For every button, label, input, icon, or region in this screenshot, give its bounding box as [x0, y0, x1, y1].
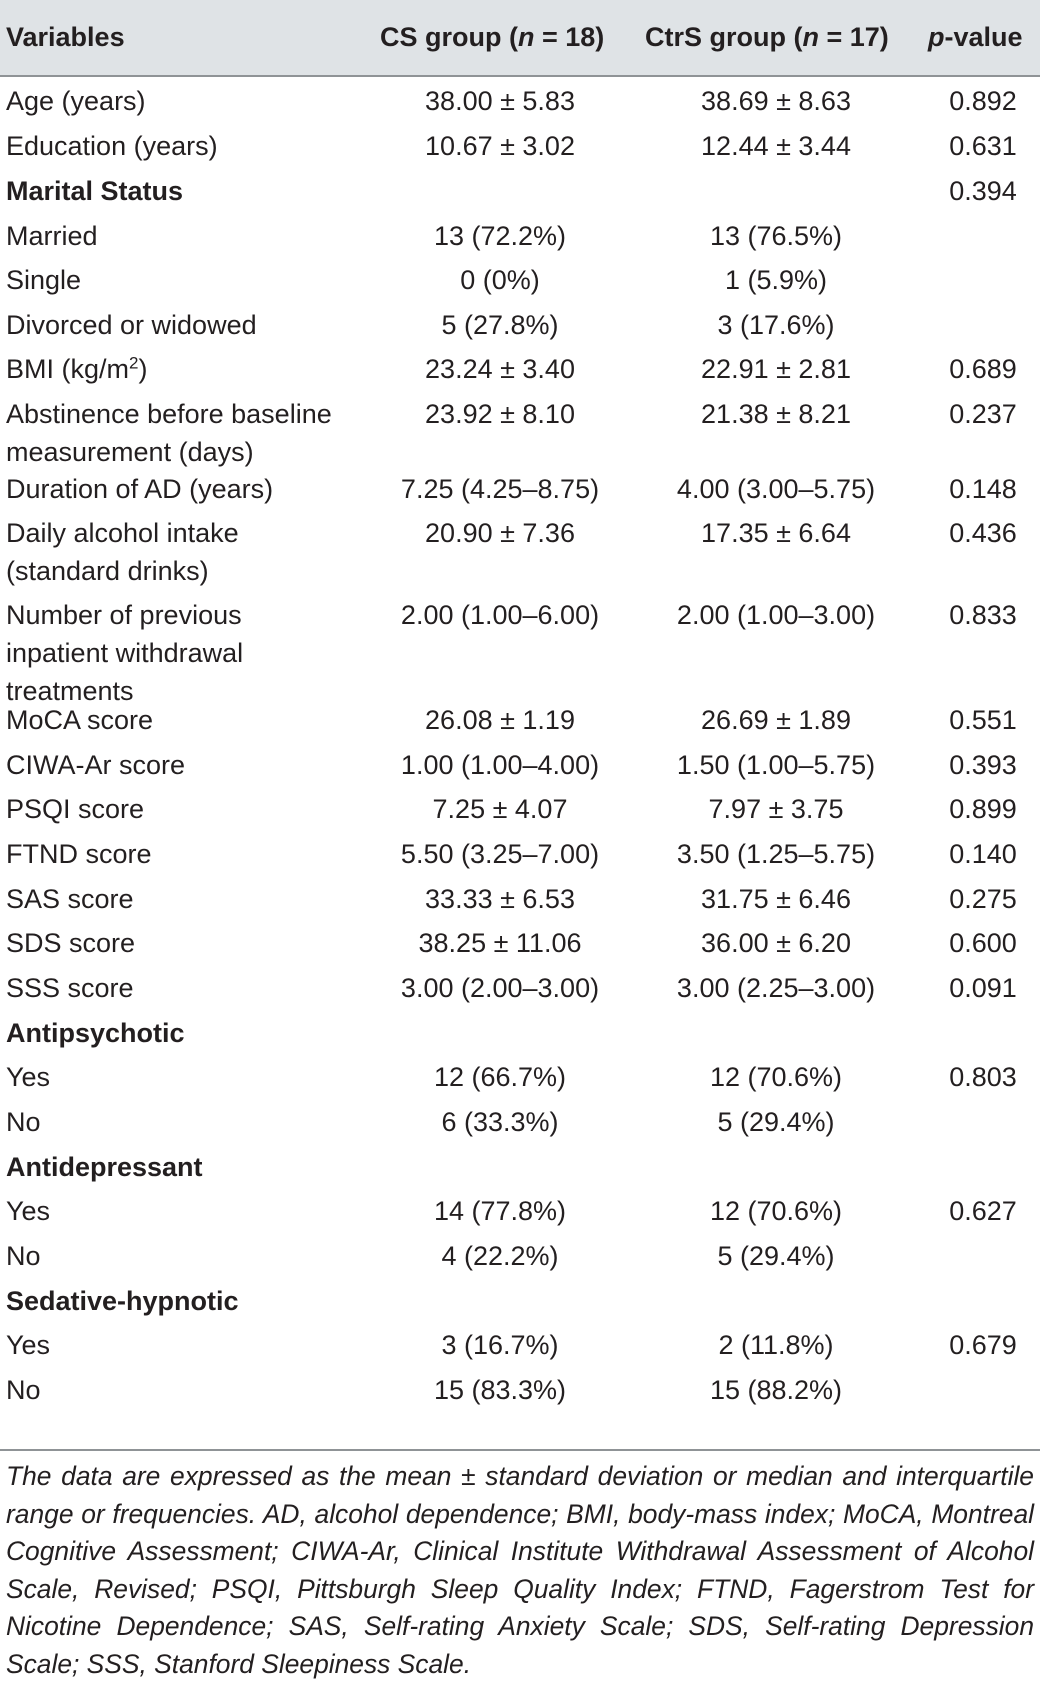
ctrs-value: 7.97 ± 3.75	[708, 794, 844, 824]
cs-value: 7.25 (4.25–8.75)	[400, 474, 600, 504]
row-label	[6, 261, 81, 299]
ctrs-value: 12 (70.6%)	[709, 1196, 843, 1226]
row-label	[6, 1371, 41, 1409]
row-label-line: Daily alcohol intake	[6, 518, 239, 548]
ctrs-value: 2 (11.8%)	[718, 1330, 834, 1360]
cs-value: 7.25 ± 4.07	[432, 794, 568, 824]
ctrs-value: 38.69 ± 8.63	[701, 86, 851, 116]
header-ctr-prefix: CtrS group (	[645, 22, 803, 52]
ctrs-value: 17.35 ± 6.64	[701, 518, 851, 548]
row-label	[6, 82, 146, 120]
ctrs-value: 5 (29.4%)	[717, 1241, 835, 1271]
row-label	[6, 596, 243, 710]
row-label-line: Yes	[6, 1062, 51, 1092]
cs-value: 4 (22.2%)	[441, 1241, 559, 1271]
row-label-line: Education (years)	[6, 131, 218, 161]
table-footnote: The data are expressed as the mean ± standard deviation or median and interquartile range or frequencies. AD, alcohol dependence; BMI, body-mass index; MoCA, Montreal Cognitive Assessment; CIWA-Ar, Clinical Institute Withdrawal Assessment of Alcohol Scale, Revised; PSQI, Pittsburgh Sleep Quality Index; FTND, Fagerstrom Test for Nicotine Dependence; SAS, Self-rating Anxiety Scale; SDS, Self-rating Depression Scale; SSS, Stanford Sleepiness Scale.	[6, 1461, 1034, 1679]
row-label	[6, 1058, 50, 1096]
row-label	[6, 217, 98, 255]
row-label-line: Yes	[6, 1330, 51, 1360]
row-label	[6, 924, 135, 962]
cs-value: 5.50 (3.25–7.00)	[400, 839, 600, 869]
ctrs-value: 1.50 (1.00–5.75)	[676, 750, 876, 780]
p-value: 0.091	[949, 973, 1017, 1003]
row-label-line: No	[6, 1241, 41, 1271]
ctrs-value: 12.44 ± 3.44	[701, 131, 851, 161]
ctrs-value: 1 (5.9%)	[724, 265, 828, 295]
row-label-line: PSQI score	[6, 794, 145, 824]
ctrs-value: 2.00 (1.00–3.00)	[676, 600, 876, 630]
row-label-text: BMI (kg/m	[6, 354, 130, 384]
p-value: 0.394	[949, 176, 1017, 206]
cs-value: 26.08 ± 1.19	[425, 705, 575, 735]
row-label	[6, 470, 273, 508]
p-value: 0.803	[949, 1062, 1017, 1092]
row-label-line: Married	[6, 221, 98, 251]
cs-value: 0 (0%)	[460, 265, 540, 295]
row-label	[6, 1148, 203, 1186]
row-label	[6, 1326, 50, 1364]
row-label-line: Antidepressant	[6, 1152, 203, 1182]
header-rule	[0, 75, 1040, 77]
p-value: 0.833	[949, 600, 1017, 630]
p-value: 0.393	[949, 750, 1017, 780]
row-label-line: Single	[6, 265, 82, 295]
p-value: 0.892	[949, 86, 1017, 116]
row-label	[6, 1237, 41, 1275]
ctrs-value: 21.38 ± 8.21	[701, 399, 851, 429]
row-label-line: Number of previous	[6, 600, 242, 630]
row-label-superscript: 2	[129, 353, 139, 373]
row-label	[6, 1282, 239, 1320]
header-ctrs-group	[645, 20, 889, 54]
ctrs-value: 36.00 ± 6.20	[701, 928, 851, 958]
cs-value: 12 (66.7%)	[433, 1062, 567, 1092]
cs-value: 38.25 ± 11.06	[418, 928, 582, 958]
cs-value: 13 (72.2%)	[433, 221, 567, 251]
p-value: 0.600	[949, 928, 1017, 958]
row-label	[6, 395, 332, 471]
cs-value: 1.00 (1.00–4.00)	[400, 750, 600, 780]
p-value: 0.237	[949, 399, 1017, 429]
cs-value: 15 (83.3%)	[433, 1375, 567, 1405]
header-cs-group	[380, 20, 604, 54]
table-bottom-rule	[0, 1449, 1040, 1451]
ctrs-value: 26.69 ± 1.89	[701, 705, 851, 735]
row-label	[6, 701, 153, 739]
row-label	[6, 790, 144, 828]
ctrs-value: 22.91 ± 2.81	[701, 354, 851, 384]
ctrs-value: 3 (17.6%)	[717, 310, 835, 340]
p-value: 0.148	[949, 474, 1017, 504]
cs-value: 14 (77.8%)	[433, 1196, 567, 1226]
row-label-line: SAS score	[6, 884, 134, 914]
p-value: 0.436	[949, 518, 1017, 548]
cs-value: 23.92 ± 8.10	[425, 399, 575, 429]
row-label-line: Abstinence before baseline	[6, 399, 332, 429]
row-label-line: CIWA-Ar score	[6, 750, 186, 780]
row-label-line: measurement (days)	[6, 437, 254, 467]
row-label-line: MoCA score	[6, 705, 154, 735]
row-label-line: Age (years)	[6, 86, 146, 116]
ctrs-value: 3.50 (1.25–5.75)	[676, 839, 876, 869]
cs-value: 5 (27.8%)	[441, 310, 559, 340]
header-p-suffix: -value	[944, 22, 1023, 52]
ctrs-value: 5 (29.4%)	[717, 1107, 835, 1137]
cs-value: 6 (33.3%)	[441, 1107, 559, 1137]
p-value: 0.631	[949, 131, 1017, 161]
header-cs-prefix: CS group (	[380, 22, 518, 52]
row-label	[6, 306, 257, 344]
header-ctr-suffix: = 17)	[818, 22, 889, 52]
p-value: 0.679	[949, 1330, 1017, 1360]
row-label-line: (standard drinks)	[6, 556, 209, 586]
ctrs-value: 3.00 (2.25–3.00)	[676, 973, 876, 1003]
cs-value: 38.00 ± 5.83	[425, 86, 575, 116]
row-label-line: SDS score	[6, 928, 136, 958]
row-label-line: Divorced or widowed	[6, 310, 257, 340]
cs-value: 2.00 (1.00–6.00)	[400, 600, 600, 630]
header-ctr-n: n	[802, 22, 819, 52]
header-p-value	[928, 20, 1023, 54]
row-label-line: treatments	[6, 676, 134, 706]
ctrs-value: 12 (70.6%)	[709, 1062, 843, 1092]
row-label	[6, 127, 218, 165]
row-label	[6, 1014, 185, 1052]
row-label	[6, 835, 152, 873]
cs-value: 20.90 ± 7.36	[425, 518, 575, 548]
row-label	[6, 1192, 50, 1230]
row-label-line: Antipsychotic	[6, 1018, 185, 1048]
p-value: 0.627	[949, 1196, 1017, 1226]
row-label	[6, 350, 147, 388]
p-value: 0.275	[949, 884, 1017, 914]
ctrs-value: 15 (88.2%)	[709, 1375, 843, 1405]
row-label-line: No	[6, 1375, 41, 1405]
row-label	[6, 746, 185, 784]
cs-value: 3.00 (2.00–3.00)	[400, 973, 600, 1003]
row-label-suffix: )	[138, 354, 148, 384]
row-label-line: No	[6, 1107, 41, 1137]
p-value: 0.551	[949, 705, 1017, 735]
header-cs-suffix: = 18)	[534, 22, 605, 52]
row-label-line: FTND score	[6, 839, 152, 869]
cs-value: 3 (16.7%)	[441, 1330, 559, 1360]
cs-value: 10.67 ± 3.02	[425, 131, 575, 161]
p-value: 0.140	[949, 839, 1017, 869]
header-cs-n: n	[517, 22, 535, 52]
p-value: 0.899	[949, 794, 1017, 824]
header-variables: Variables	[6, 22, 125, 52]
ctrs-value: 31.75 ± 6.46	[701, 884, 851, 914]
row-label	[6, 880, 134, 918]
p-value: 0.689	[949, 354, 1017, 384]
ctrs-value: 4.00 (3.00–5.75)	[676, 474, 876, 504]
row-label	[6, 1103, 41, 1141]
row-label-line: Sedative-hypnotic	[6, 1286, 239, 1316]
row-label-line: SSS score	[6, 973, 134, 1003]
ctrs-value: 13 (76.5%)	[709, 221, 843, 251]
row-label	[6, 172, 183, 210]
row-label	[6, 969, 134, 1007]
row-label-line: inpatient withdrawal	[6, 638, 244, 668]
cs-value: 33.33 ± 6.53	[425, 884, 575, 914]
row-label-line	[6, 350, 147, 388]
row-label-line: Yes	[6, 1196, 51, 1226]
header-p-italic: p	[928, 22, 945, 52]
row-label-line: Marital Status	[6, 176, 184, 206]
row-label-line: Duration of AD (years)	[6, 474, 274, 504]
cs-value: 23.24 ± 3.40	[425, 354, 575, 384]
row-label	[6, 514, 239, 590]
